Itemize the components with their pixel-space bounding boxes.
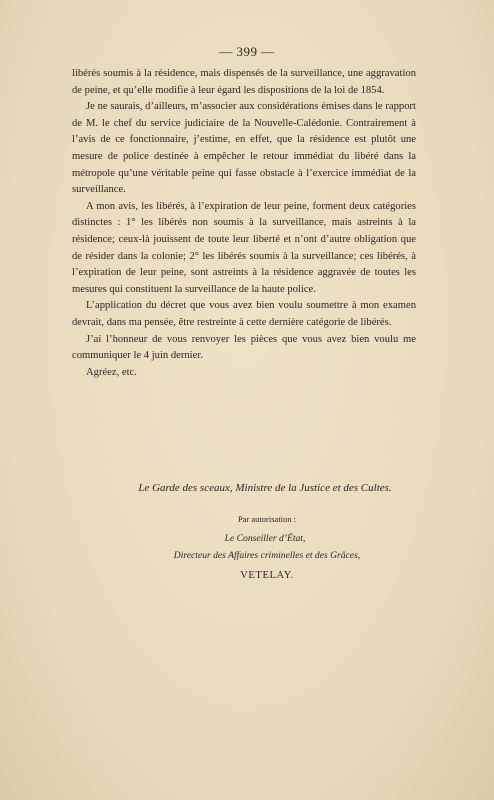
signature-name: VETELAY. [240,570,294,581]
signature-title: Le Conseiller d’État, [224,533,306,544]
page-number: — 399 — [219,44,275,59]
paragraph-4: L’application du décret que vous avez bien voulu soumettre à mon examen devrait, dans ma pensée, être restreinte à cette dernière catégorie de libérés. [72,300,416,328]
paragraph-6: Agréez, etc. [86,366,137,378]
body-text [72,66,416,381]
signature-authorization: Par autorisation : [237,514,297,524]
paragraph-2: Je ne saurais, d’ailleurs, m’associer aux considérations émises dans le rapport de M. le chef du service judiciaire de la Nouvelle-Calédonie. Contrairement à l’avis de ce fonctionnaire, j’estime, en effet, que la résidence est plutôt une mesure de police destinée à empêcher le retour immédiat du libéré dans la métropole qu’une véritable peine qui fasse obstacle à l’exercice immédiat de la surveillance. [72,101,416,196]
paragraph-5: J’ai l’honneur de vous renvoyer les pièces que vous avez bien voulu me communiquer le 4 juin dernier. [72,333,416,362]
signature-main: Le Garde des sceaux, Ministre de la Justice et des Cultes. [138,482,392,494]
paragraph-3: A mon avis, les libérés, à l’expiration de leur peine, forment deux catégories distinctes : 1° les libérés non soumis à la surveillance, mais astreints à la résidence; ceux-là jouissent de toute leur liberté et n’ont d’autre obligation que de résider dans la colonie; 2° les libérés soumis à la surveillance; ces libérés, à l’expiration de leur peine, sont astreints à la résidence aggravée de toutes les mesures qui constituent la surveillance de la haute police. [72,200,416,295]
signature-director: Directeur des Affaires criminelles et des Grâces, [173,550,361,561]
paragraph-1: libérés soumis à la résidence, mais dispensés de la surveillance, une aggravation de peine, et qu’elle modifie à leur égard les dispositions de la loi de 1854. [72,68,416,96]
